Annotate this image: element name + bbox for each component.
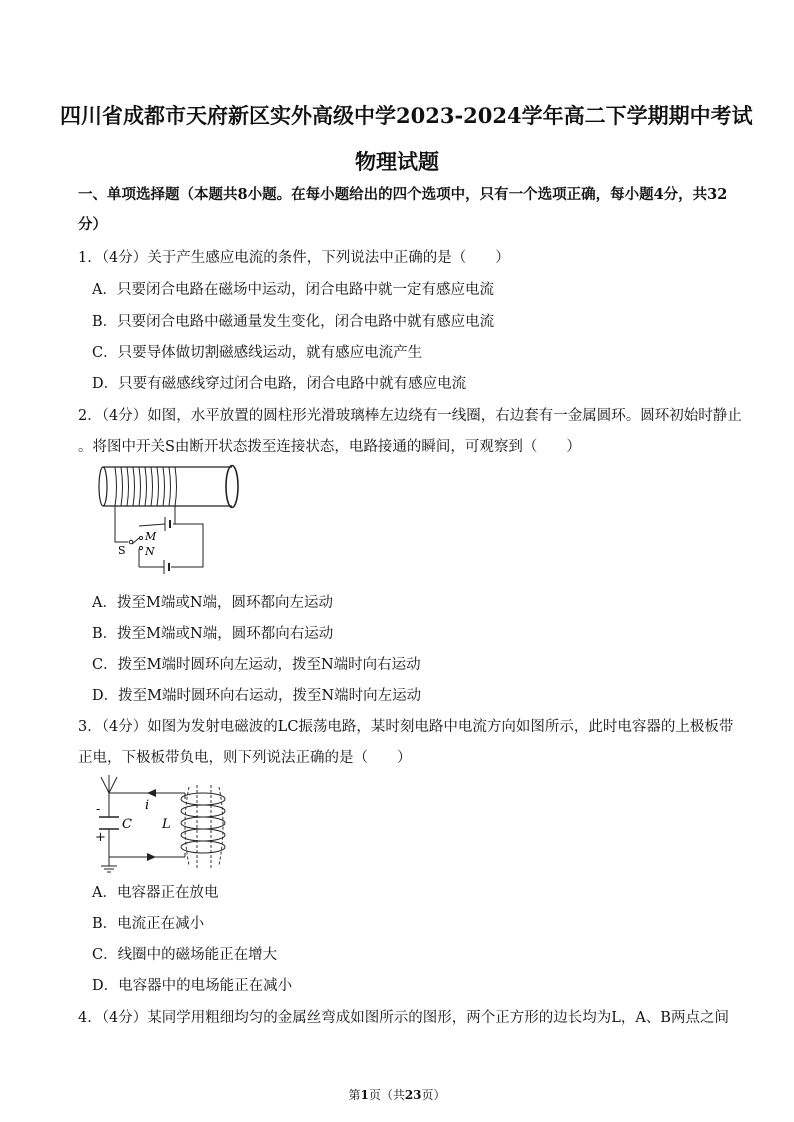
label-capacitor-c: C [122,817,132,832]
current-arrow-top [147,789,156,797]
label-m: M [145,530,157,543]
question-2-stem-line1: 2．（4分）如图，水平放置的圆柱形光滑玻璃棒左边绕有一线圈，右边套有一金属圆环。圆环初始时静止 [78,408,742,424]
page-title-line2: 物理试题 [355,149,439,174]
question-3-option-d: D．电容器中的电场能正在减小 [92,978,293,994]
question-3-option-a: A．电容器正在放电 [92,885,219,901]
label-minus: - [96,802,101,817]
footer-suffix: 页） [421,1088,446,1102]
question-1-option-c: C．只要导体做切割磁感线运动，就有感应电流产生 [92,345,423,361]
question-3-option-b: B．电流正在减小 [92,916,205,932]
question-2-option-d: D．拨至M端时圆环向右运动，拨至N端时向左运动 [92,688,422,704]
question-2-option-a: A．拨至M端或N端，圆环都向左运动 [92,595,334,611]
metal-ring [226,466,238,508]
question-2-figure [95,462,245,580]
label-plus: + [95,830,106,845]
coil [115,467,177,506]
footer-prefix: 第 [348,1088,361,1102]
label-inductor-l: L [162,817,171,832]
question-1-option-d: D．只要有磁感线穿过闭合电路，闭合电路中就有感应电流 [92,376,467,392]
label-n: N [145,545,155,558]
section-heading: 一、单项选择题（本题共8小题。在每小题给出的四个选项中，只有一个选项正确，每小题4分，共32分） [78,186,728,233]
question-2-option-b: B．拨至M端或N端，圆环都向右运动 [92,626,334,642]
question-2-stem-line2: 。将图中开关S由断开状态拨至连接状态，电路接通的瞬间，可观察到（ ） [78,439,581,455]
footer-middle: 页（共 [368,1088,405,1102]
question-4-stem-line1: 4．（4分）某同学用粗细均匀的金属丝弯成如图所示的图形，两个正方形的边长均为L，A、B两点之间 [78,1010,729,1026]
page-title-line1: 四川省成都市天府新区实外高级中学2023-2024学年高二下学期期中考试 [60,103,753,128]
label-current-i: i [145,798,150,813]
footer-total-pages: 23 [404,1088,422,1102]
current-arrow-bottom [147,853,156,861]
question-1-stem: 1．（4分）关于产生感应电流的条件，下列说法中正确的是（ ） [78,250,510,266]
label-s: S [118,544,126,557]
question-1-option-b: B．只要闭合电路中磁通量发生变化，闭合电路中就有感应电流 [92,314,495,330]
page-footer [0,1086,794,1103]
antenna-icon [101,775,117,793]
inductor-coil [181,793,225,857]
question-2-option-c: C．拨至M端时圆环向左运动，拨至N端时向右运动 [92,657,421,673]
question-1-option-a: A．只要闭合电路在磁场中运动，闭合电路中就一定有感应电流 [92,282,494,298]
question-3-stem-line1: 3．（4分）如图为发射电磁波的LC振荡电路，某时刻电路中电流方向如图所示，此时电容器的上极板带 [78,719,734,735]
footer-page-number: 1 [360,1088,369,1102]
question-3-figure [93,773,243,878]
question-3-stem-line2: 正电，下极板带负电，则下列说法正确的是（ ） [78,750,412,766]
question-3-option-c: C．线圈中的磁场能正在增大 [92,947,278,963]
battery-bottom [164,560,169,574]
ground-icon [101,866,117,872]
battery-top [165,517,170,531]
